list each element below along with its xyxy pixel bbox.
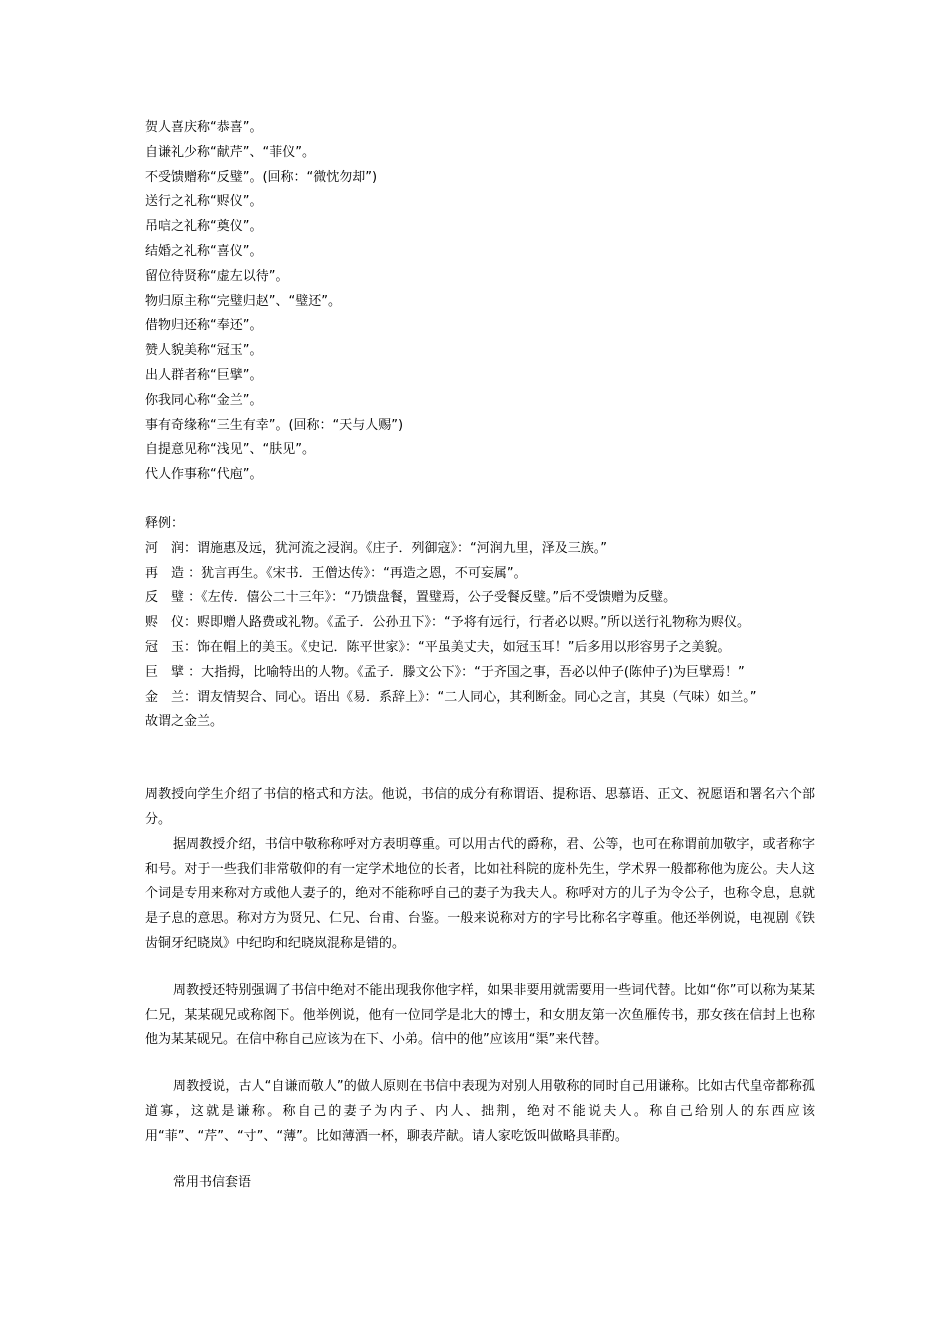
spacer xyxy=(145,735,815,783)
example-line: 故谓之金兰。 xyxy=(145,714,224,730)
term-line: 不受馈赠称“反璧”。(回称：“微忱勿却”) xyxy=(145,169,378,185)
term-line: 赞人貌美称“冠玉”。 xyxy=(145,343,263,359)
term-line: 自谦礼少称“献芹”、“菲仪”。 xyxy=(145,144,315,160)
example-line: 再 造 ：犹言再生。《宋书．王僧达传》：“再造之恩，不可妄属”。 xyxy=(145,565,527,581)
example-line: 冠 玉：饰在帽上的美玉。《史记．陈平世家》：“平虽美丈夫，如冠玉耳！”后多用以形容男子之美貌。 xyxy=(145,639,731,655)
spacer xyxy=(145,957,815,979)
example-line: 反 璧 ：《左传．僖公二十三年》：“乃馈盘餐，置璧焉，公子受餐反璧。”后不受馈赠为反璧。 xyxy=(145,590,677,606)
example-line: 赆 仪：赆即赠人路费或礼物。《孟子．公孙丑下》：“予将有远行，行者必以赆。”所以送行礼物称为赆仪。 xyxy=(145,615,750,631)
example-line: 金 兰：谓友情契合、同心。语出《易．系辞上》：“二人同心，其利断金。同心之言，其臭（气味）如兰。” xyxy=(145,689,757,705)
example-line: 巨 擘 ：大指拇，比喻特出的人物。《孟子．滕文公下》：“于齐国之事，吾必以仲子(陈仲子)为巨擘焉！” xyxy=(145,664,745,680)
term-line: 自提意见称“浅见”、“肤见”。 xyxy=(145,442,315,458)
paragraph-humility: 周教授说，古人“自谦而敬人”的做人原则在书信中表现为对别人用敬称的同时自己用谦称。比如古代皇帝都称孤道寡，这就是谦称。称自己的妻子为内子、内人、拙荆，绝对不能说夫人。称自己给别人的东西应该用“菲”、“芹”、“寸”、“薄”。比如薄酒一杯，聊表芹献。请人家吃饭叫做略具菲酌。 xyxy=(145,1079,815,1144)
term-line: 贺人喜庆称“恭喜”。 xyxy=(145,120,263,135)
paragraph-honorifics: 据周教授介绍，书信中敬称称呼对方表明尊重。可以用古代的爵称，君、公等，也可在称谓前加敬字，或者称字和号。对于一些我们非常敬仰的有一定学术地位的长者，比如社科院的庞朴先生，学术界一般都称他为庞公。夫人这个词是专用来称对方或他人妻子的，绝对不能称呼自己的妻子为我夫人。称呼对方的儿子为令公子，也称令息，息就是子息的意思。称对方为贤兄、仁兄、台甫、台鉴。一般来说称对方的字号比称名字尊重。他还举例说，电视剧《铁齿铜牙纪晓岚》中纪昀和纪晓岚混称是错的。 xyxy=(145,836,815,951)
term-line: 事有奇缘称“三生有幸”。(回称：“天与人赐”) xyxy=(145,417,404,433)
term-line: 借物归还称“奉还”。 xyxy=(145,318,263,334)
term-line: 吊唁之礼称“奠仪”。 xyxy=(145,219,263,235)
spacer xyxy=(145,1053,815,1075)
terms-list xyxy=(145,116,815,488)
paragraph-intro: 周教授向学生介绍了书信的格式和方法。他说，书信的成分有称谓语、提称语、思慕语、正文、祝愿语和署名六个部分。 xyxy=(145,787,815,827)
term-line: 代人作事称“代庖”。 xyxy=(145,467,263,483)
section-heading: 常用书信套语 xyxy=(173,1175,252,1191)
article-body xyxy=(145,783,815,1196)
term-line: 物归原主称“完璧归赵”、“璧还”。 xyxy=(145,293,341,309)
term-line: 送行之礼称“赆仪”。 xyxy=(145,194,263,210)
spacer xyxy=(145,488,815,512)
term-line: 结婚之礼称“喜仪”。 xyxy=(145,243,263,259)
term-line: 留位待贤称“虚左以待”。 xyxy=(145,268,289,284)
example-line: 河 润：谓施惠及远，犹河流之浸润。《庄子．列御寇》：“河润九里，泽及三族。” xyxy=(145,540,607,556)
term-line: 出人群者称“巨擘”。 xyxy=(145,367,263,383)
paragraph-pronouns: 周教授还特别强调了书信中绝对不能出现我你他字样，如果非要用就需要用一些词代替。比如“你”可以称为某某仁兄，某某砚兄或称阁下。他举例说，他有一位同学是北大的博士，和女朋友第一次鱼雁传书，那女孩在信封上也称他为某某砚兄。在信中称自己应该为在下、小弟。信中的他”应该用“渠”来代替。 xyxy=(145,982,815,1048)
spacer xyxy=(145,1149,815,1171)
document-page xyxy=(145,116,815,1196)
examples-heading: 释例： xyxy=(145,515,185,531)
examples-section xyxy=(145,512,815,735)
term-line: 你我同心称“金兰”。 xyxy=(145,392,263,408)
